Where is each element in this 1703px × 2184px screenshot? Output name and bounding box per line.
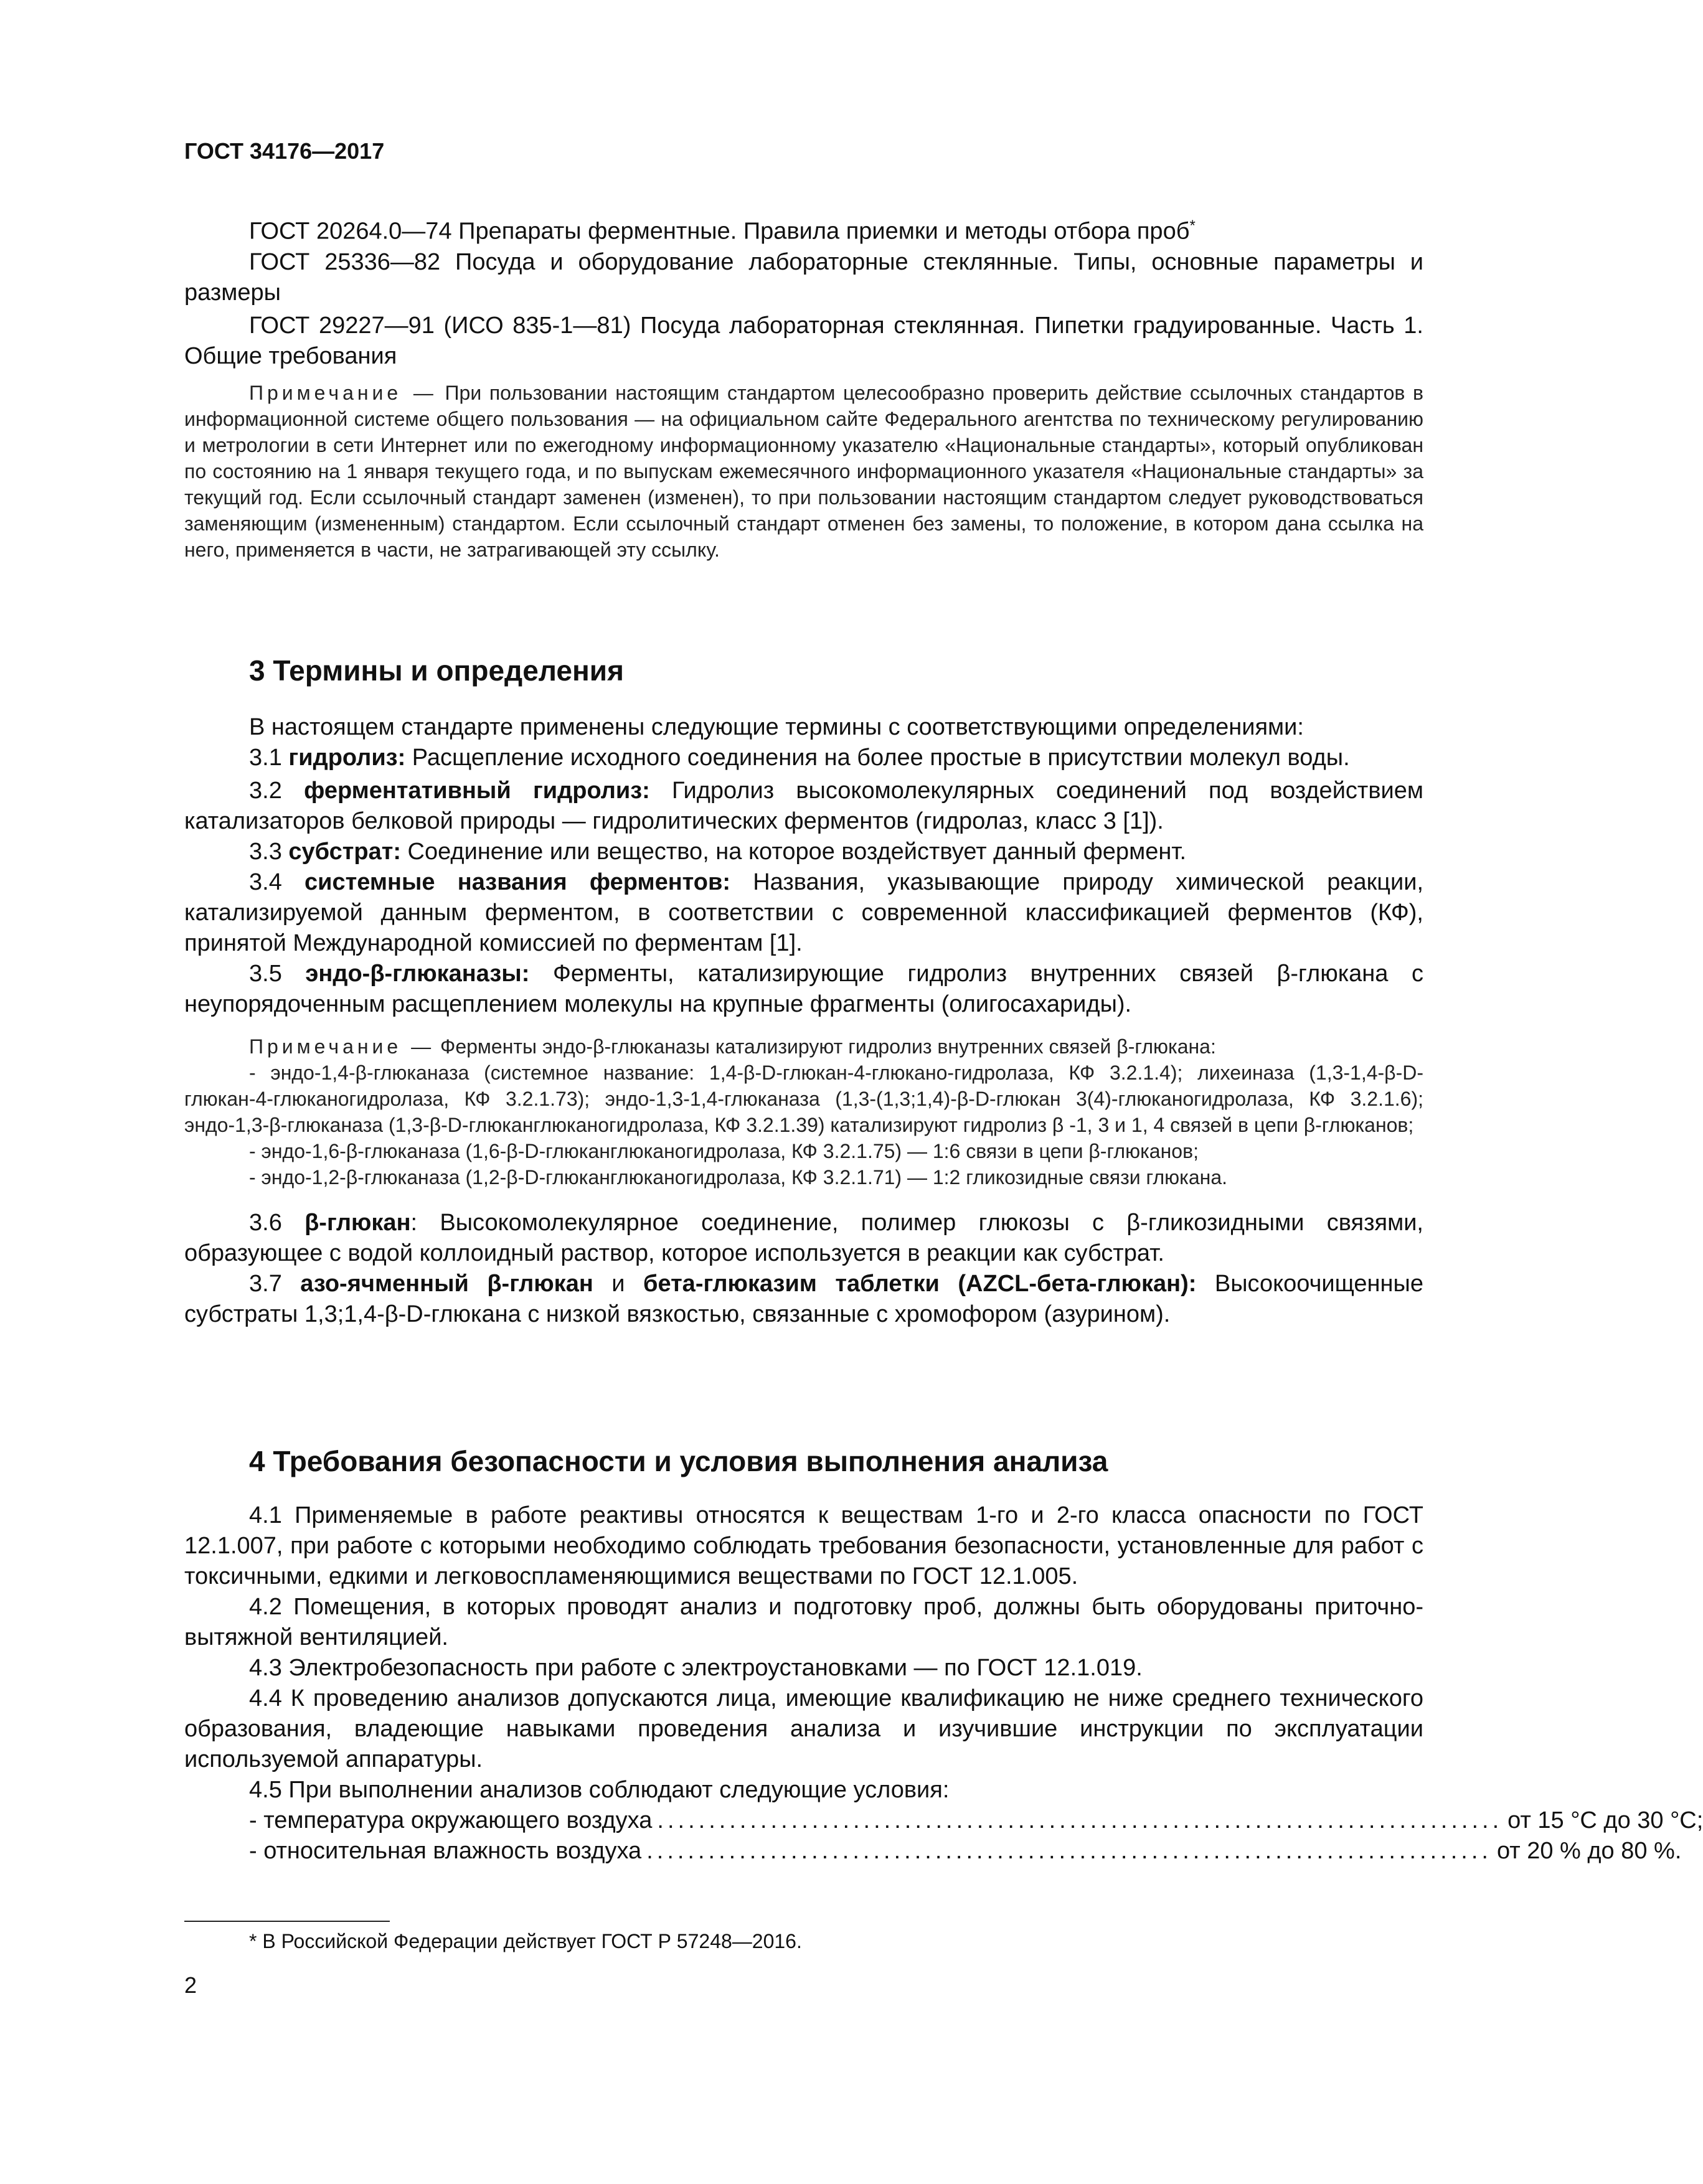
note-enzymes: Примечание — Ферменты эндо-β-глюканазы катализируют гидролиз внутренних связей β-глюкана: (249, 1035, 1216, 1058)
note-text: При пользовании настоящим стандартом целесообразно проверить действие ссылочных стандартов в информационной системе общего пользования — на официальном сайте Федерального агентства по техническому регулированию и метрологии в сети Интернет или по ежегодному информационному указателю «Национальные стандарты», который опубликован по состоянию на 1 января текущего года, и по выпускам ежемесячного информационного указателя «Национальные стандарты» за текущий год. Если ссылочный стандарт заменен (изменен), то при пользовании настоящим стандартом следует руководствоваться заменяющим (измененным) стандартом. Если ссылочный стандарт отменен без замены, то положение, в котором дана ссылка на него, применяется в части, не затрагивающей эту ссылку. (184, 382, 1424, 561)
term-3-1: 3.1 гидролиз: Расщепление исходного соединения на более простые в присутствии молекул воды. (249, 745, 1350, 771)
reference-item: ГОСТ 25336—82 Посуда и оборудование лабораторные стеклянные. Типы, основные параметры и размеры (184, 248, 1423, 306)
term-3-3: 3.3 субстрат: Соединение или вещество, на которое воздействует данный фермент. (249, 839, 1187, 865)
note-references (184, 380, 1423, 563)
references-block (184, 210, 1423, 372)
term-3-7: 3.7 азо-ячменный β-глюкан и бета-глюказим таблетки (AZCL-бета-глюкан): Высокоочищенные субстраты 1,3;1,4-β-D-глюкана с низкой вязкостью, связанные с хромофором (азурином). (184, 1271, 1423, 1327)
note-label: Примечание — (249, 382, 437, 404)
section-3 (184, 654, 1423, 1330)
para-4-4: 4.4 К проведению анализов допускаются лица, имеющие квалификацию не ниже среднего технического образования, владеющие навыками проведения анализа и изучившие инструкции по эксплуатации используемой аппаратуры. (184, 1685, 1423, 1772)
section-4 (184, 1444, 1703, 1866)
para-4-3: 4.3 Электробезопасность при работе с электроустановками — по ГОСТ 12.1.019. (249, 1655, 1143, 1681)
footnote: * В Российской Федерации действует ГОСТ Р 57248—2016. (249, 1930, 802, 1952)
para-4-5: 4.5 При выполнении анализов соблюдают следующие условия: (249, 1777, 950, 1803)
note-item: - эндо-1,2-β-глюканаза (1,2-β-D-глюканглюканогидролаза, КФ 3.2.1.71) — 1:2 гликозидные связи глюкана. (249, 1166, 1228, 1188)
term-3-4: 3.4 системные названия ферментов: Названия, указывающие природу химической реакции, катализируемой данным ферментом, в соответствии с современной классификацией ферментов (КФ), принятой Международной комиссией по ферментам [1]. (184, 869, 1423, 956)
footnote-divider (184, 1921, 390, 1922)
term-3-2: 3.2 ферментативный гидролиз: Гидролиз высокомолекулярных соединений под воздействием катализаторов белковой природы — гидролитических ферментов (гидролаз, класс 3 [1]). (184, 778, 1423, 834)
section-intro: В настоящем стандарте применены следующие термины с соответствующими определениями: (249, 714, 1304, 740)
note-item: - эндо-1,4-β-глюканаза (системное название: 1,4-β-D-глюкан-4-глюкано-гидролаза, КФ 3.2.1.4); лихеиназа (1,3-1,4-β-D-глюкан-4-глюканогидролаза, КФ 3.2.1.73); эндо-1,3-1,4-глюканаза (1,3-(1,3;1,4)-β-D-глюкан 3(4)-глюканогидролаза, КФ 3.2.1.6); эндо-1,3-β-глюканаза (1,3-β-D-глюканглюканогидролаза, КФ 3.2.1.39) катализируют гидролиз β -1, 3 и 1, 4 связей в цепи β-глюканов; (184, 1061, 1423, 1136)
reference-item: ГОСТ 20264.0—74 Препараты ферментные. Правила приемки и методы отбора проб* (249, 217, 1196, 245)
footnote-mark: * (1189, 217, 1196, 234)
condition-row: - относительная влажность воздуха .................................................................................. от 20 % до 80 %. (249, 1838, 1682, 1864)
page-number: 2 (184, 1972, 197, 1998)
para-4-1: 4.1 Применяемые в работе реактивы относятся к веществам 1-го и 2-го класса опасности по ГОСТ 12.1.007, при работе с которыми необходимо соблюдать требования безопасности, установленные для работ с токсичными, едкими и легковоспламеняющимися веществами по ГОСТ 12.1.005. (184, 1502, 1423, 1589)
section-title: 3 Термины и определения (249, 654, 624, 687)
term-3-6: 3.6 β-глюкан: Высокомолекулярное соединение, полимер глюкозы с β-гликозидными связями, образующее с водой коллоидный раствор, которое используется в реакции как субстрат. (184, 1210, 1423, 1266)
term-3-5: 3.5 эндо-β-глюканазы: Ферменты, катализирующие гидролиз внутренних связей β-глюкана с неупорядоченным расщеплением молекулы на крупные фрагменты (олигосахариды). (184, 961, 1423, 1017)
document-header: ГОСТ 34176—2017 (184, 138, 385, 164)
reference-item: ГОСТ 29227—91 (ИСО 835-1—81) Посуда лабораторная стеклянная. Пипетки градуированные. Часть 1. Общие требования (184, 312, 1423, 369)
section-title: 4 Требования безопасности и условия выполнения анализа (249, 1445, 1108, 1477)
note-label: Примечание — (249, 1035, 435, 1058)
condition-row: - температура окружающего воздуха .................................................................................. от 15 °С до 30 °С; (249, 1807, 1703, 1833)
note-item: - эндо-1,6-β-глюканаза (1,6-β-D-глюканглюканогидролаза, КФ 3.2.1.75) — 1:6 связи в цепи β-глюканов; (249, 1140, 1199, 1162)
para-4-2: 4.2 Помещения, в которых проводят анализ и подготовку проб, должны быть оборудованы приточно-вытяжной вентиляцией. (184, 1594, 1423, 1650)
